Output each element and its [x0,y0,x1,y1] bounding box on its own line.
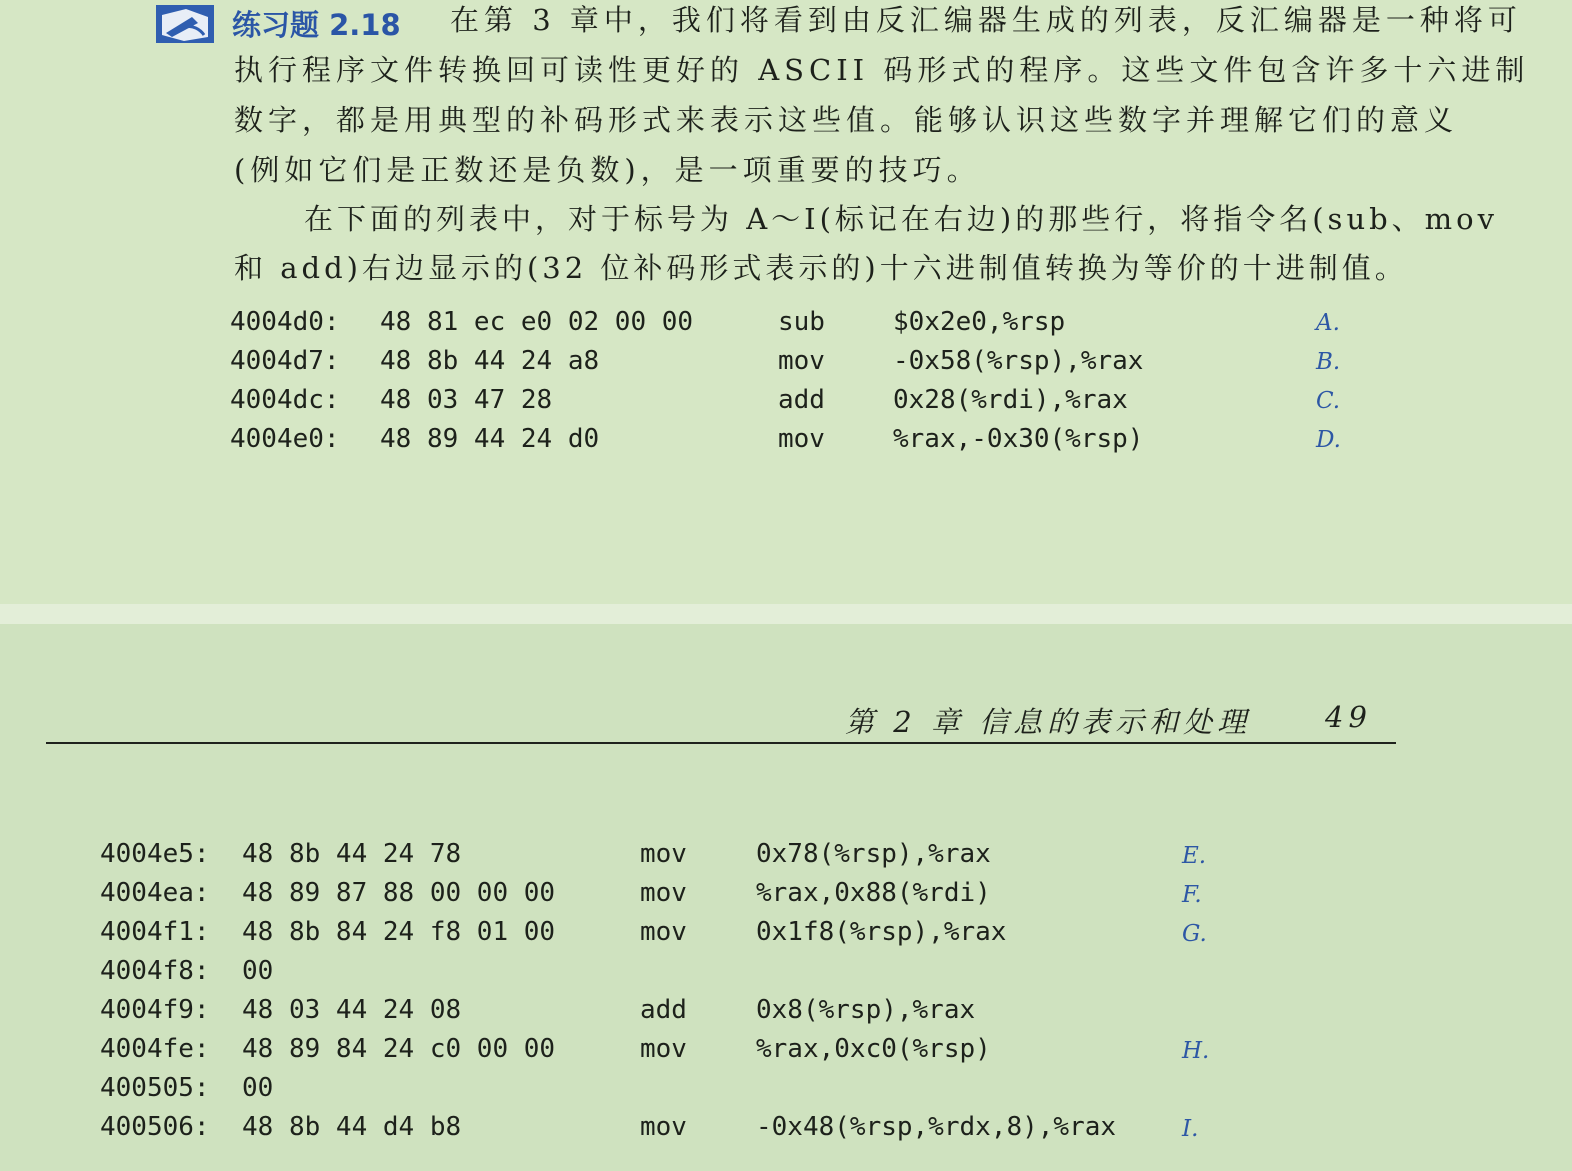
paragraph-line-1: 在第 3 章中，我们将看到由反汇编器生成的列表，反汇编器是一种将可 [450,3,1522,37]
listing-operands: -0x48(%rsp,%rdx,8),%rax [756,1112,1117,1142]
listing-opcode: add [778,385,825,415]
listing-opcode: mov [640,839,687,869]
listing-address: 4004e5: [100,839,210,869]
listing-bytes: 48 03 47 28 [380,385,553,415]
listing-address: 4004d0: [230,307,340,337]
listing-address: 4004dc: [230,385,340,415]
listing-opcode: mov [640,1112,687,1142]
paragraph-line-2: 执行程序文件转换回可读性更好的 ASCII 码形式的程序。这些文件包含许多十六进制 [234,53,1530,87]
listing-opcode: mov [778,346,825,376]
listing-tag: C. [1316,388,1341,414]
listing-tag: D. [1316,427,1341,453]
listing-address: 4004f8: [100,956,210,986]
listing-tag: H. [1182,1038,1210,1064]
listing-tag: E. [1182,843,1207,869]
listing-operands: -0x58(%rsp),%rax [893,346,1144,376]
listing-opcode: mov [778,424,825,454]
listing-address: 4004d7: [230,346,340,376]
listing-tag: I. [1182,1116,1199,1142]
listing-bytes: 48 8b 44 24 78 [242,839,462,869]
listing-address: 4004f9: [100,995,210,1025]
listing-bytes: 48 8b 44 24 a8 [380,346,600,376]
listing-opcode: add [640,995,687,1025]
listing-opcode: mov [640,878,687,908]
paragraph-line-4: (例如它们是正数还是负数)，是一项重要的技巧。 [234,153,981,187]
page-number: 49 [1325,700,1372,734]
listing-bytes: 48 81 ec e0 02 00 00 [380,307,694,337]
listing-bytes: 48 89 87 88 00 00 00 [242,878,556,908]
listing-tag: F. [1182,882,1202,908]
listing-address: 400506: [100,1112,210,1142]
listing-operands: %rax,0x88(%rdi) [756,878,991,908]
listing-address: 4004f1: [100,917,210,947]
listing-operands: 0x28(%rdi),%rax [893,385,1128,415]
page-gap [0,604,1572,624]
header-rule [46,742,1396,744]
exercise-label: 练习题 2.18 [232,8,401,42]
listing-operands: 0x78(%rsp),%rax [756,839,991,869]
listing-address: 400505: [100,1073,210,1103]
listing-bytes: 48 8b 84 24 f8 01 00 [242,917,556,947]
paragraph-line-5: 在下面的列表中，对于标号为 A～I(标记在右边)的那些行，将指令名(sub、mov [304,202,1499,236]
listing-operands: %rax,-0x30(%rsp) [893,424,1144,454]
listing-address: 4004fe: [100,1034,210,1064]
listing-opcode: sub [778,307,825,337]
listing-bytes: 00 [242,956,274,986]
listing-operands: 0x8(%rsp),%rax [756,995,976,1025]
chapter-header: 第 2 章 信息的表示和处理 [845,705,1252,739]
listing-tag: B. [1316,349,1341,375]
pencil-hand-icon [156,5,214,43]
listing-operands: %rax,0xc0(%rsp) [756,1034,991,1064]
listing-tag: G. [1182,921,1207,947]
listing-bytes: 48 8b 44 d4 b8 [242,1112,462,1142]
listing-operands: 0x1f8(%rsp),%rax [756,917,1007,947]
listing-bytes: 00 [242,1073,274,1103]
listing-bytes: 48 89 44 24 d0 [380,424,600,454]
listing-address: 4004ea: [100,878,210,908]
listing-operands: $0x2e0,%rsp [893,307,1066,337]
listing-opcode: mov [640,917,687,947]
listing-bytes: 48 89 84 24 c0 00 00 [242,1034,556,1064]
listing-tag: A. [1316,310,1340,336]
listing-bytes: 48 03 44 24 08 [242,995,462,1025]
listing-opcode: mov [640,1034,687,1064]
paragraph-line-6: 和 add)右边显示的(32 位补码形式表示的)十六进制值转换为等价的十进制值。 [234,251,1408,285]
listing-address: 4004e0: [230,424,340,454]
paragraph-line-3: 数字，都是用典型的补码形式来表示这些值。能够认识这些数字并理解它们的意义 [234,103,1459,137]
